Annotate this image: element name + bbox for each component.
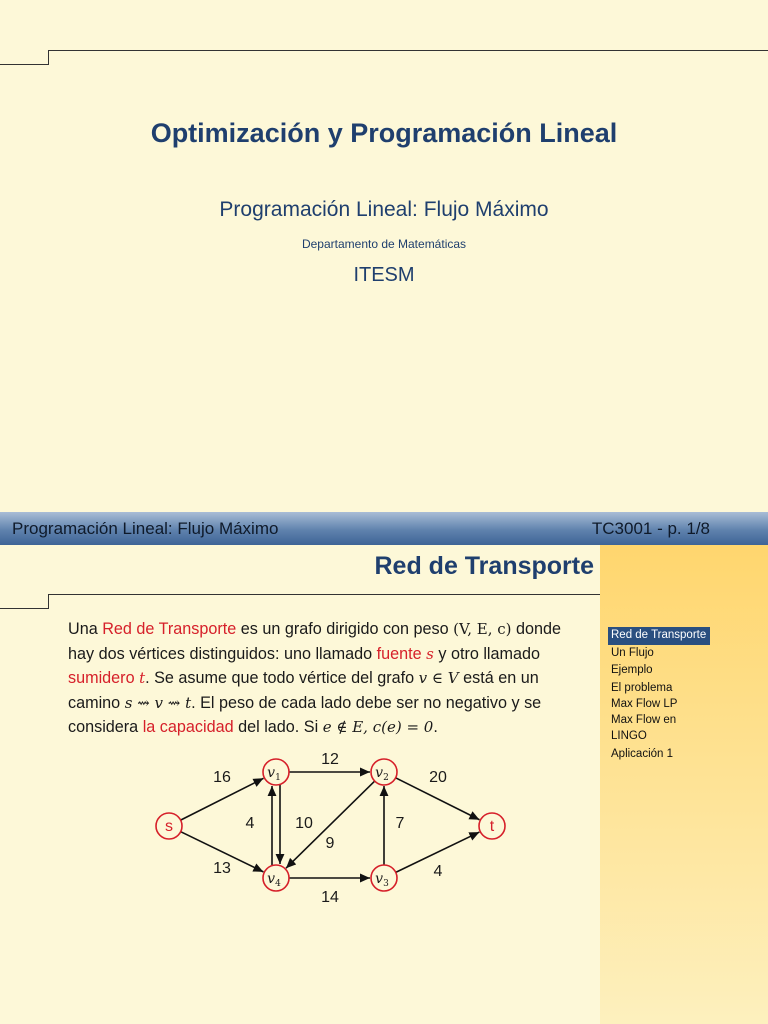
edge-capacity-s-v4: 13 xyxy=(213,860,231,877)
node-v1 xyxy=(263,759,289,785)
math-path: s ⇝ v ⇝ t xyxy=(124,693,192,712)
presentation-subtitle: Programación Lineal: Flujo Máximo xyxy=(219,198,549,221)
math-v-in-V: v ∈ V xyxy=(418,669,459,687)
node-v2 xyxy=(371,759,397,785)
edge-capacity-v4-v1: 4 xyxy=(245,815,255,832)
svg-text:v3: $v_3$ xyxy=(375,871,389,889)
text: y otro llamado xyxy=(433,644,541,663)
institution-label: ITESM xyxy=(353,264,415,286)
nav-item-lingo[interactable]: LINGO xyxy=(611,730,647,742)
math-s: s xyxy=(426,644,434,663)
corner-mark xyxy=(0,594,49,609)
text: Una xyxy=(68,620,103,638)
nav-item-ejemplo[interactable]: Ejemplo xyxy=(611,664,653,676)
term-fuente: fuente xyxy=(376,644,422,663)
edge-capacity-v1-v4: 10 xyxy=(295,815,313,832)
flow-network-graph xyxy=(140,742,520,922)
term-red-de-transporte: Red de Transporte xyxy=(102,620,237,638)
svg-text:v1: $v_1$ xyxy=(267,765,281,783)
definition-paragraph xyxy=(68,617,568,740)
svg-text:v2: $v_2$ xyxy=(375,765,389,783)
header-page-number: TC3001 - p. 1/8 xyxy=(591,519,710,538)
edge-capacity-v2-t: 20 xyxy=(429,769,447,786)
department-label: Departamento de Matemáticas xyxy=(301,237,467,251)
math-t: t xyxy=(139,669,146,687)
frame-rule xyxy=(48,594,600,595)
presentation-title: Optimización y Programación Lineal xyxy=(150,118,618,148)
node-t xyxy=(479,813,505,839)
edge-capacity-v1-v2: 12 xyxy=(321,751,339,768)
content-slide xyxy=(0,512,768,1024)
slide-header xyxy=(0,512,768,545)
nav-item-el-problema[interactable]: El problema xyxy=(611,681,673,694)
svg-text:t: t xyxy=(489,818,495,835)
nav-item-max-flow-lp[interactable]: Max Flow LP xyxy=(611,698,678,710)
edge-capacity-v3-v2: 7 xyxy=(395,815,405,832)
node-v3 xyxy=(371,865,397,891)
term-la-capacidad: la capacidad xyxy=(142,718,234,736)
text: . Se asume que todo vértice del grafo xyxy=(145,669,419,687)
term-sumidero: sumidero xyxy=(68,669,135,687)
svg-text:v4: $v_4$ xyxy=(267,871,281,889)
math-tuple: (V, E, c) xyxy=(453,620,512,638)
header-section-title: Programación Lineal: Flujo Máximo xyxy=(12,519,279,538)
edge-capacity-v3-t: 4 xyxy=(433,863,443,880)
nav-item-un-flujo[interactable]: Un Flujo xyxy=(611,646,654,659)
svg-text:s: s xyxy=(165,818,173,835)
edge-capacity-v4-v3: 14 xyxy=(321,889,339,906)
text: es un grafo dirigido con peso xyxy=(236,620,454,638)
text: está en un camino xyxy=(68,669,539,712)
top-rule xyxy=(48,50,768,51)
corner-mark xyxy=(0,50,49,65)
sidebar-nav xyxy=(608,625,768,763)
edge-capacity-s-v1: 16 xyxy=(213,769,231,786)
text: . xyxy=(433,718,438,736)
edge-capacity-v2-v4: 9 xyxy=(325,835,335,852)
math-zero-capacity: e ∉ E, c(e) = 0 xyxy=(322,718,434,736)
text: del lado. Si xyxy=(233,718,323,736)
text: . El peso de cada lado debe ser no negativo y se considera xyxy=(68,693,542,736)
nav-item-red-de-transporte[interactable]: Red de Transporte xyxy=(608,627,710,645)
frame-title: Red de Transporte xyxy=(374,552,594,580)
nav-item-aplicacion-1[interactable]: Aplicación 1 xyxy=(611,747,674,760)
text: donde hay dos vértices distinguidos: uno llamado xyxy=(68,620,562,663)
node-v4 xyxy=(263,865,289,891)
nav-item-max-flow-en[interactable]: Max Flow en xyxy=(611,714,677,726)
sidebar xyxy=(600,545,768,1024)
node-s xyxy=(156,813,182,839)
